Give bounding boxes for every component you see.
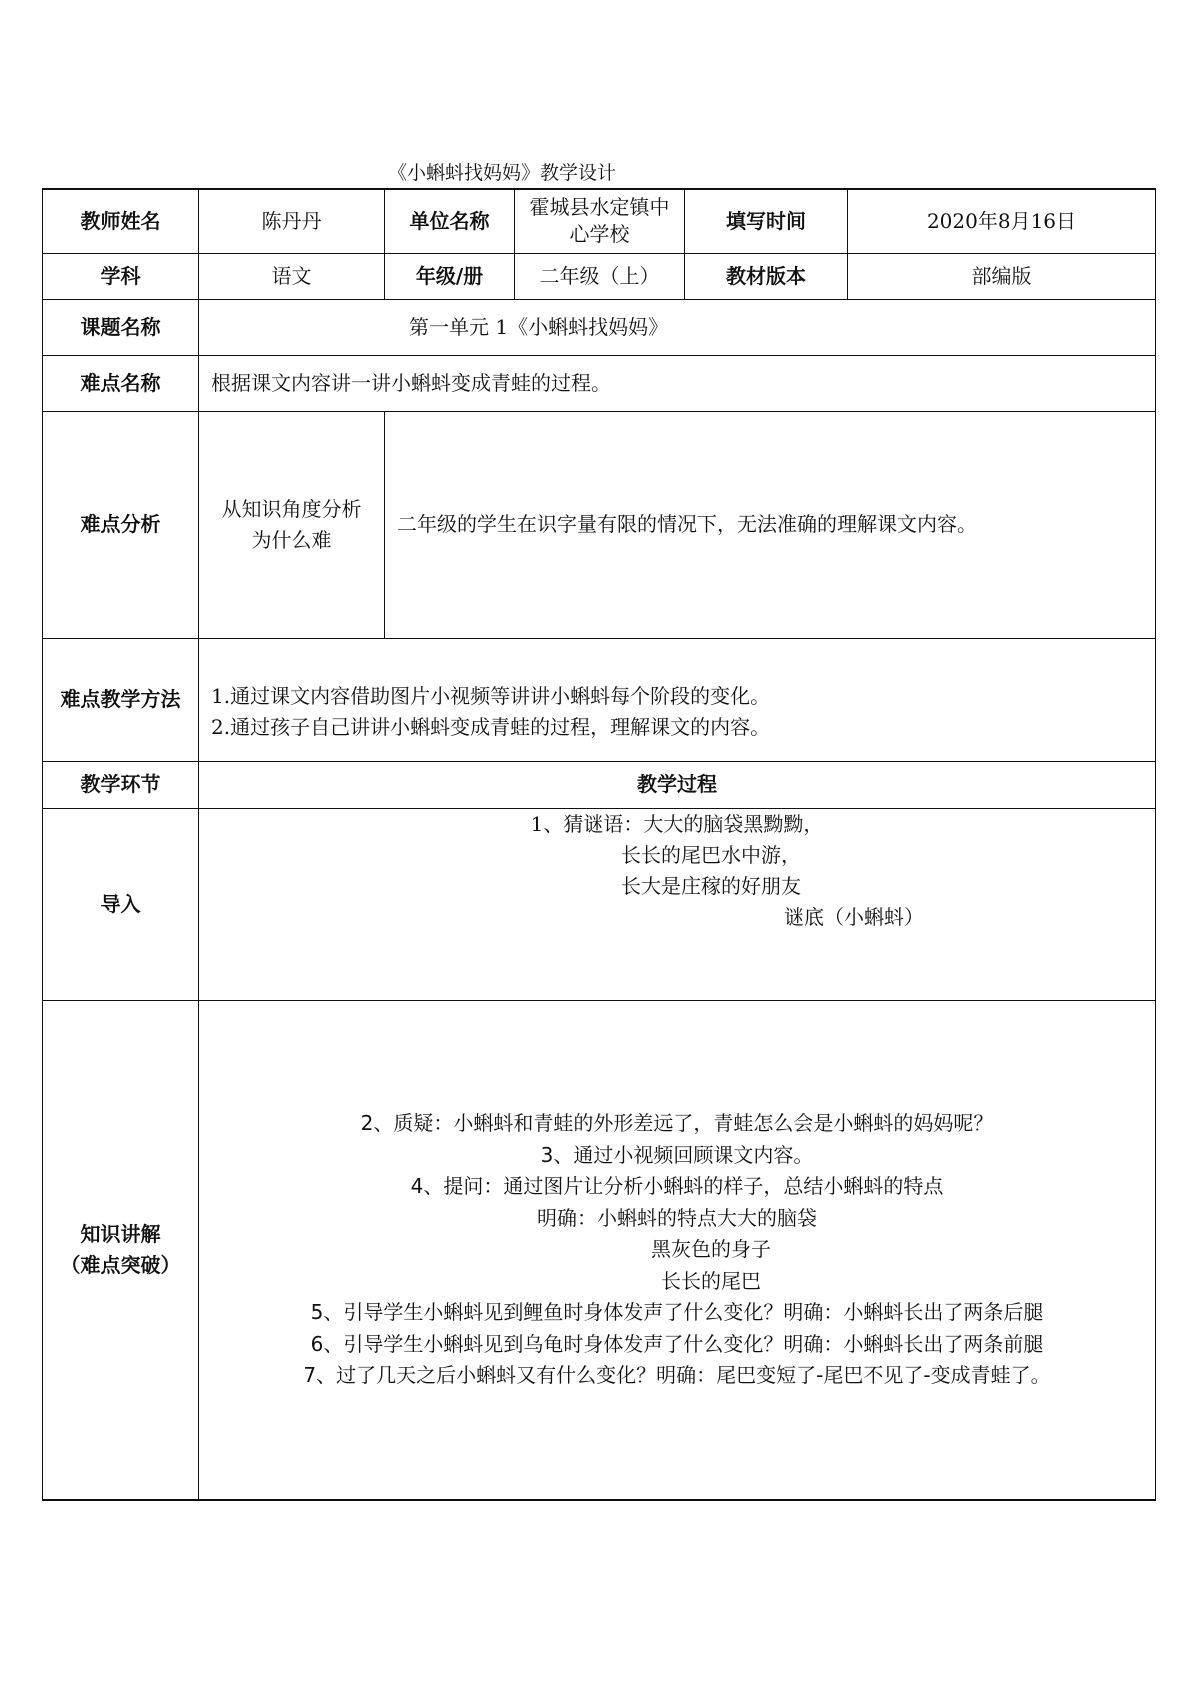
row-intro	[43, 808, 1156, 1000]
knowledge-line: 7、过了几天之后小蝌蚪又有什么变化？明确：尾巴变短了-尾巴不见了-变成青蛙了。	[303, 1363, 1051, 1387]
knowledge-label-line1: 知识讲解	[80, 1221, 161, 1246]
unit-label: 单位名称	[385, 189, 515, 253]
analysis-label: 难点分析	[43, 411, 199, 638]
knowledge-line: 5、引导学生小蝌蚪见到鲤鱼时身体发声了什么变化？明确：小蝌蚪长出了两条后腿	[310, 1300, 1044, 1324]
analysis-sub-label	[199, 411, 385, 638]
edition-value: 部编版	[848, 253, 1156, 299]
lesson-value-text: 第一单元 1《小蝌蚪找妈妈》	[409, 314, 669, 339]
row-knowledge	[43, 1000, 1156, 1500]
row-teacher	[43, 189, 1156, 253]
difficulty-label: 难点名称	[43, 355, 199, 411]
date-value: 2020年8月16日	[848, 189, 1156, 253]
teacher-label: 教师姓名	[43, 189, 199, 253]
subject-value: 语文	[199, 253, 385, 299]
method-label: 难点教学方法	[43, 638, 199, 761]
knowledge-line: 4、提问：通过图片让分析小蝌蚪的样子，总结小蝌蚪的特点	[410, 1174, 944, 1198]
knowledge-line: 长长的尾巴	[661, 1268, 761, 1293]
teacher-value: 陈丹丹	[199, 189, 385, 253]
difficulty-value: 根据课文内容讲一讲小蝌蚪变成青蛙的过程。	[199, 355, 1156, 411]
knowledge-label-line2: （难点突破）	[60, 1252, 181, 1277]
row-subject	[43, 253, 1156, 299]
row-analysis	[43, 411, 1156, 638]
knowledge-line: 3、通过小视频回顾课文内容。	[540, 1142, 814, 1167]
lesson-design-table	[42, 188, 1156, 1501]
row-method	[43, 638, 1156, 761]
date-label: 填写时间	[685, 189, 848, 253]
process-label: 教学过程	[199, 761, 1156, 808]
grade-value: 二年级（上）	[515, 253, 685, 299]
intro-line: 1、猜谜语：大大的脑袋黑黝黝，	[530, 811, 824, 836]
knowledge-line: 2、质疑：小蝌蚪和青蛙的外形差远了，青蛙怎么会是小蝌蚪的妈妈呢？	[360, 1111, 994, 1135]
row-lesson	[43, 299, 1156, 355]
knowledge-line: 明确：小蝌蚪的特点大大的脑袋	[537, 1205, 817, 1230]
intro-line: 长大是庄稼的好朋友	[621, 873, 801, 898]
lesson-value	[199, 299, 1156, 355]
method-line: 2.通过孩子自己讲讲小蝌蚪变成青蛙的过程，理解课文的内容。	[211, 714, 771, 739]
method-line: 1.通过课文内容借助图片小视频等讲讲小蝌蚪每个阶段的变化。	[211, 683, 771, 708]
document-title: 《小蝌蚪找妈妈》教学设计	[388, 162, 617, 184]
knowledge-line: 黑灰色的身子	[651, 1237, 771, 1261]
unit-value-text: 霍城县水定镇中心学校	[529, 195, 670, 247]
analysis-sub-label-text: 从知识角度分析为什么难	[221, 496, 362, 552]
analysis-value: 二年级的学生在识字量有限的情况下，无法准确的理解课文内容。	[385, 411, 1156, 638]
method-value	[199, 638, 1156, 761]
edition-label: 教材版本	[685, 253, 848, 299]
lesson-label: 课题名称	[43, 299, 199, 355]
knowledge-content	[199, 1000, 1156, 1500]
knowledge-line: 6、引导学生小蝌蚪见到乌龟时身体发声了什么变化？明确：小蝌蚪长出了两条前腿	[310, 1331, 1044, 1356]
intro-line: 谜底（小蝌蚪）	[784, 904, 924, 929]
unit-value	[515, 189, 685, 253]
intro-content	[199, 808, 1156, 1000]
subject-label: 学科	[43, 253, 199, 299]
intro-line: 长长的尾巴水中游，	[621, 842, 801, 867]
grade-label: 年级/册	[385, 253, 515, 299]
row-difficulty	[43, 355, 1156, 411]
intro-label: 导入	[43, 808, 199, 1000]
row-stage-header	[43, 761, 1156, 808]
stage-label: 教学环节	[43, 761, 199, 808]
knowledge-label	[43, 1000, 199, 1500]
